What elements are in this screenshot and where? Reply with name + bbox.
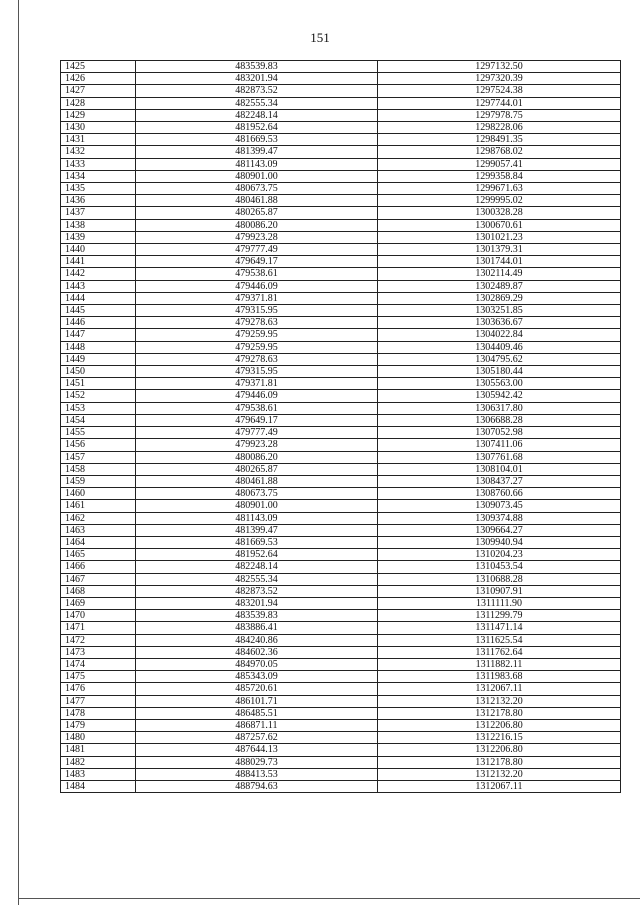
x-coordinate-cell: 488794.63	[136, 780, 378, 792]
point-number-cell: 1445	[61, 305, 136, 317]
x-coordinate-cell: 482873.52	[136, 585, 378, 597]
y-coordinate-cell: 1312206.80	[378, 719, 621, 731]
x-coordinate-cell: 479371.81	[136, 378, 378, 390]
y-coordinate-cell: 1307761.68	[378, 451, 621, 463]
y-coordinate-cell: 1299671.63	[378, 183, 621, 195]
y-coordinate-cell: 1306688.28	[378, 414, 621, 426]
page-left-border	[18, 0, 19, 905]
y-coordinate-cell: 1309374.88	[378, 512, 621, 524]
y-coordinate-cell: 1306317.80	[378, 402, 621, 414]
x-coordinate-cell: 486485.51	[136, 707, 378, 719]
y-coordinate-cell: 1298228.06	[378, 122, 621, 134]
point-number-cell: 1434	[61, 170, 136, 182]
table-row	[61, 561, 621, 573]
y-coordinate-cell: 1304022.84	[378, 329, 621, 341]
x-coordinate-cell: 480673.75	[136, 488, 378, 500]
y-coordinate-cell: 1307411.06	[378, 439, 621, 451]
point-number-cell: 1475	[61, 671, 136, 683]
point-number-cell: 1456	[61, 439, 136, 451]
y-coordinate-cell: 1302869.29	[378, 292, 621, 304]
y-coordinate-cell: 1310688.28	[378, 573, 621, 585]
table-row	[61, 329, 621, 341]
x-coordinate-cell: 480265.87	[136, 463, 378, 475]
x-coordinate-cell: 479649.17	[136, 256, 378, 268]
table-row	[61, 634, 621, 646]
x-coordinate-cell: 481399.47	[136, 524, 378, 536]
point-number-cell: 1461	[61, 500, 136, 512]
y-coordinate-cell: 1312178.80	[378, 756, 621, 768]
table-row	[61, 244, 621, 256]
table-row	[61, 195, 621, 207]
point-number-cell: 1457	[61, 451, 136, 463]
point-number-cell: 1437	[61, 207, 136, 219]
table-row	[61, 280, 621, 292]
x-coordinate-cell: 484970.05	[136, 658, 378, 670]
y-coordinate-cell: 1301379.31	[378, 244, 621, 256]
coordinates-table	[60, 60, 621, 793]
table-row	[61, 378, 621, 390]
table-row	[61, 146, 621, 158]
x-coordinate-cell: 479278.63	[136, 353, 378, 365]
point-number-cell: 1455	[61, 427, 136, 439]
x-coordinate-cell: 481669.53	[136, 536, 378, 548]
table-row	[61, 536, 621, 548]
table-row	[61, 671, 621, 683]
y-coordinate-cell: 1304409.46	[378, 341, 621, 353]
point-number-cell: 1432	[61, 146, 136, 158]
table-row	[61, 85, 621, 97]
table-row	[61, 597, 621, 609]
point-number-cell: 1482	[61, 756, 136, 768]
point-number-cell: 1483	[61, 768, 136, 780]
point-number-cell: 1484	[61, 780, 136, 792]
y-coordinate-cell: 1305942.42	[378, 390, 621, 402]
point-number-cell: 1474	[61, 658, 136, 670]
x-coordinate-cell: 480086.20	[136, 451, 378, 463]
y-coordinate-cell: 1312067.11	[378, 683, 621, 695]
x-coordinate-cell: 479259.95	[136, 329, 378, 341]
table-row	[61, 475, 621, 487]
point-number-cell: 1448	[61, 341, 136, 353]
y-coordinate-cell: 1308760.66	[378, 488, 621, 500]
point-number-cell: 1444	[61, 292, 136, 304]
x-coordinate-cell: 485720.61	[136, 683, 378, 695]
table-row	[61, 610, 621, 622]
table-row	[61, 97, 621, 109]
table-row	[61, 451, 621, 463]
point-number-cell: 1471	[61, 622, 136, 634]
page-number: 151	[310, 30, 330, 45]
y-coordinate-cell: 1302489.87	[378, 280, 621, 292]
y-coordinate-cell: 1311882.11	[378, 658, 621, 670]
point-number-cell: 1450	[61, 366, 136, 378]
x-coordinate-cell: 481143.09	[136, 512, 378, 524]
x-coordinate-cell: 481399.47	[136, 146, 378, 158]
point-number-cell: 1476	[61, 683, 136, 695]
x-coordinate-cell: 482248.14	[136, 109, 378, 121]
y-coordinate-cell: 1312178.80	[378, 707, 621, 719]
x-coordinate-cell: 483539.83	[136, 610, 378, 622]
table-row	[61, 122, 621, 134]
y-coordinate-cell: 1299057.41	[378, 158, 621, 170]
x-coordinate-cell: 480901.00	[136, 170, 378, 182]
y-coordinate-cell: 1311471.14	[378, 622, 621, 634]
y-coordinate-cell: 1311625.54	[378, 634, 621, 646]
point-number-cell: 1481	[61, 744, 136, 756]
point-number-cell: 1454	[61, 414, 136, 426]
y-coordinate-cell: 1298768.02	[378, 146, 621, 158]
y-coordinate-cell: 1311762.64	[378, 646, 621, 658]
table-row	[61, 256, 621, 268]
table-row	[61, 695, 621, 707]
x-coordinate-cell: 479446.09	[136, 280, 378, 292]
y-coordinate-cell: 1309664.27	[378, 524, 621, 536]
table-row	[61, 292, 621, 304]
table-row	[61, 268, 621, 280]
x-coordinate-cell: 479923.28	[136, 439, 378, 451]
table-row	[61, 512, 621, 524]
point-number-cell: 1441	[61, 256, 136, 268]
point-number-cell: 1428	[61, 97, 136, 109]
point-number-cell: 1465	[61, 549, 136, 561]
y-coordinate-cell: 1302114.49	[378, 268, 621, 280]
table-row	[61, 109, 621, 121]
table-row	[61, 756, 621, 768]
point-number-cell: 1426	[61, 73, 136, 85]
table-row	[61, 219, 621, 231]
x-coordinate-cell: 483886.41	[136, 622, 378, 634]
table-row	[61, 402, 621, 414]
x-coordinate-cell: 479923.28	[136, 231, 378, 243]
x-coordinate-cell: 482555.34	[136, 573, 378, 585]
y-coordinate-cell: 1298491.35	[378, 134, 621, 146]
y-coordinate-cell: 1297744.01	[378, 97, 621, 109]
table-row	[61, 549, 621, 561]
x-coordinate-cell: 480673.75	[136, 183, 378, 195]
x-coordinate-cell: 483539.83	[136, 61, 378, 73]
table-row	[61, 744, 621, 756]
x-coordinate-cell: 482873.52	[136, 85, 378, 97]
table-row	[61, 622, 621, 634]
y-coordinate-cell: 1310453.54	[378, 561, 621, 573]
point-number-cell: 1431	[61, 134, 136, 146]
point-number-cell: 1442	[61, 268, 136, 280]
x-coordinate-cell: 480086.20	[136, 219, 378, 231]
point-number-cell: 1477	[61, 695, 136, 707]
point-number-cell: 1446	[61, 317, 136, 329]
point-number-cell: 1452	[61, 390, 136, 402]
y-coordinate-cell: 1297524.38	[378, 85, 621, 97]
table-row	[61, 231, 621, 243]
x-coordinate-cell: 483201.94	[136, 73, 378, 85]
table-row	[61, 683, 621, 695]
x-coordinate-cell: 486871.11	[136, 719, 378, 731]
x-coordinate-cell: 484602.36	[136, 646, 378, 658]
x-coordinate-cell: 480265.87	[136, 207, 378, 219]
point-number-cell: 1459	[61, 475, 136, 487]
x-coordinate-cell: 481952.64	[136, 122, 378, 134]
y-coordinate-cell: 1308104.01	[378, 463, 621, 475]
point-number-cell: 1468	[61, 585, 136, 597]
y-coordinate-cell: 1301744.01	[378, 256, 621, 268]
y-coordinate-cell: 1305180.44	[378, 366, 621, 378]
x-coordinate-cell: 483201.94	[136, 597, 378, 609]
coordinates-table-body	[61, 61, 621, 793]
table-row	[61, 585, 621, 597]
table-row	[61, 524, 621, 536]
y-coordinate-cell: 1305563.00	[378, 378, 621, 390]
point-number-cell: 1463	[61, 524, 136, 536]
x-coordinate-cell: 486101.71	[136, 695, 378, 707]
page-bottom-border	[18, 898, 640, 899]
table-row	[61, 134, 621, 146]
table-row	[61, 427, 621, 439]
x-coordinate-cell: 481952.64	[136, 549, 378, 561]
x-coordinate-cell: 487644.13	[136, 744, 378, 756]
table-row	[61, 61, 621, 73]
point-number-cell: 1430	[61, 122, 136, 134]
table-row	[61, 305, 621, 317]
x-coordinate-cell: 484240.86	[136, 634, 378, 646]
y-coordinate-cell: 1312132.20	[378, 768, 621, 780]
x-coordinate-cell: 479315.95	[136, 305, 378, 317]
x-coordinate-cell: 482555.34	[136, 97, 378, 109]
point-number-cell: 1425	[61, 61, 136, 73]
y-coordinate-cell: 1299358.84	[378, 170, 621, 182]
point-number-cell: 1472	[61, 634, 136, 646]
y-coordinate-cell: 1297978.75	[378, 109, 621, 121]
y-coordinate-cell: 1311299.79	[378, 610, 621, 622]
x-coordinate-cell: 485343.09	[136, 671, 378, 683]
point-number-cell: 1436	[61, 195, 136, 207]
point-number-cell: 1479	[61, 719, 136, 731]
table-row	[61, 353, 621, 365]
x-coordinate-cell: 488029.73	[136, 756, 378, 768]
table-row	[61, 366, 621, 378]
y-coordinate-cell: 1297132.50	[378, 61, 621, 73]
y-coordinate-cell: 1310907.91	[378, 585, 621, 597]
table-row	[61, 707, 621, 719]
point-number-cell: 1464	[61, 536, 136, 548]
x-coordinate-cell: 479777.49	[136, 427, 378, 439]
table-row	[61, 341, 621, 353]
table-row	[61, 439, 621, 451]
point-number-cell: 1473	[61, 646, 136, 658]
point-number-cell: 1433	[61, 158, 136, 170]
point-number-cell: 1466	[61, 561, 136, 573]
table-row	[61, 780, 621, 792]
table-row	[61, 488, 621, 500]
table-row	[61, 183, 621, 195]
x-coordinate-cell: 480461.88	[136, 475, 378, 487]
y-coordinate-cell: 1311111.90	[378, 597, 621, 609]
point-number-cell: 1458	[61, 463, 136, 475]
y-coordinate-cell: 1309940.94	[378, 536, 621, 548]
y-coordinate-cell: 1301021.23	[378, 231, 621, 243]
point-number-cell: 1440	[61, 244, 136, 256]
y-coordinate-cell: 1299995.02	[378, 195, 621, 207]
point-number-cell: 1470	[61, 610, 136, 622]
x-coordinate-cell: 481669.53	[136, 134, 378, 146]
y-coordinate-cell: 1312132.20	[378, 695, 621, 707]
y-coordinate-cell: 1309073.45	[378, 500, 621, 512]
x-coordinate-cell: 479538.61	[136, 402, 378, 414]
y-coordinate-cell: 1307052.98	[378, 427, 621, 439]
y-coordinate-cell: 1312216.15	[378, 732, 621, 744]
point-number-cell: 1438	[61, 219, 136, 231]
x-coordinate-cell: 479278.63	[136, 317, 378, 329]
x-coordinate-cell: 481143.09	[136, 158, 378, 170]
x-coordinate-cell: 480461.88	[136, 195, 378, 207]
x-coordinate-cell: 479259.95	[136, 341, 378, 353]
x-coordinate-cell: 479315.95	[136, 366, 378, 378]
y-coordinate-cell: 1310204.23	[378, 549, 621, 561]
y-coordinate-cell: 1300328.28	[378, 207, 621, 219]
x-coordinate-cell: 479649.17	[136, 414, 378, 426]
point-number-cell: 1429	[61, 109, 136, 121]
table-row	[61, 500, 621, 512]
x-coordinate-cell: 479371.81	[136, 292, 378, 304]
table-row	[61, 658, 621, 670]
point-number-cell: 1451	[61, 378, 136, 390]
y-coordinate-cell: 1300670.61	[378, 219, 621, 231]
x-coordinate-cell: 479446.09	[136, 390, 378, 402]
table-row	[61, 646, 621, 658]
point-number-cell: 1462	[61, 512, 136, 524]
y-coordinate-cell: 1297320.39	[378, 73, 621, 85]
table-row	[61, 414, 621, 426]
table-row	[61, 158, 621, 170]
y-coordinate-cell: 1303251.85	[378, 305, 621, 317]
table-row	[61, 207, 621, 219]
table-row	[61, 768, 621, 780]
table-row	[61, 719, 621, 731]
y-coordinate-cell: 1308437.27	[378, 475, 621, 487]
point-number-cell: 1460	[61, 488, 136, 500]
point-number-cell: 1427	[61, 85, 136, 97]
point-number-cell: 1443	[61, 280, 136, 292]
table-row	[61, 73, 621, 85]
x-coordinate-cell: 487257.62	[136, 732, 378, 744]
x-coordinate-cell: 488413.53	[136, 768, 378, 780]
point-number-cell: 1478	[61, 707, 136, 719]
table-row	[61, 463, 621, 475]
y-coordinate-cell: 1304795.62	[378, 353, 621, 365]
y-coordinate-cell: 1312206.80	[378, 744, 621, 756]
table-row	[61, 170, 621, 182]
table-row	[61, 390, 621, 402]
x-coordinate-cell: 479777.49	[136, 244, 378, 256]
x-coordinate-cell: 482248.14	[136, 561, 378, 573]
table-row	[61, 732, 621, 744]
y-coordinate-cell: 1311983.68	[378, 671, 621, 683]
point-number-cell: 1480	[61, 732, 136, 744]
point-number-cell: 1467	[61, 573, 136, 585]
point-number-cell: 1439	[61, 231, 136, 243]
y-coordinate-cell: 1312067.11	[378, 780, 621, 792]
point-number-cell: 1435	[61, 183, 136, 195]
x-coordinate-cell: 479538.61	[136, 268, 378, 280]
point-number-cell: 1449	[61, 353, 136, 365]
x-coordinate-cell: 480901.00	[136, 500, 378, 512]
table-row	[61, 573, 621, 585]
point-number-cell: 1447	[61, 329, 136, 341]
point-number-cell: 1453	[61, 402, 136, 414]
point-number-cell: 1469	[61, 597, 136, 609]
y-coordinate-cell: 1303636.67	[378, 317, 621, 329]
table-row	[61, 317, 621, 329]
